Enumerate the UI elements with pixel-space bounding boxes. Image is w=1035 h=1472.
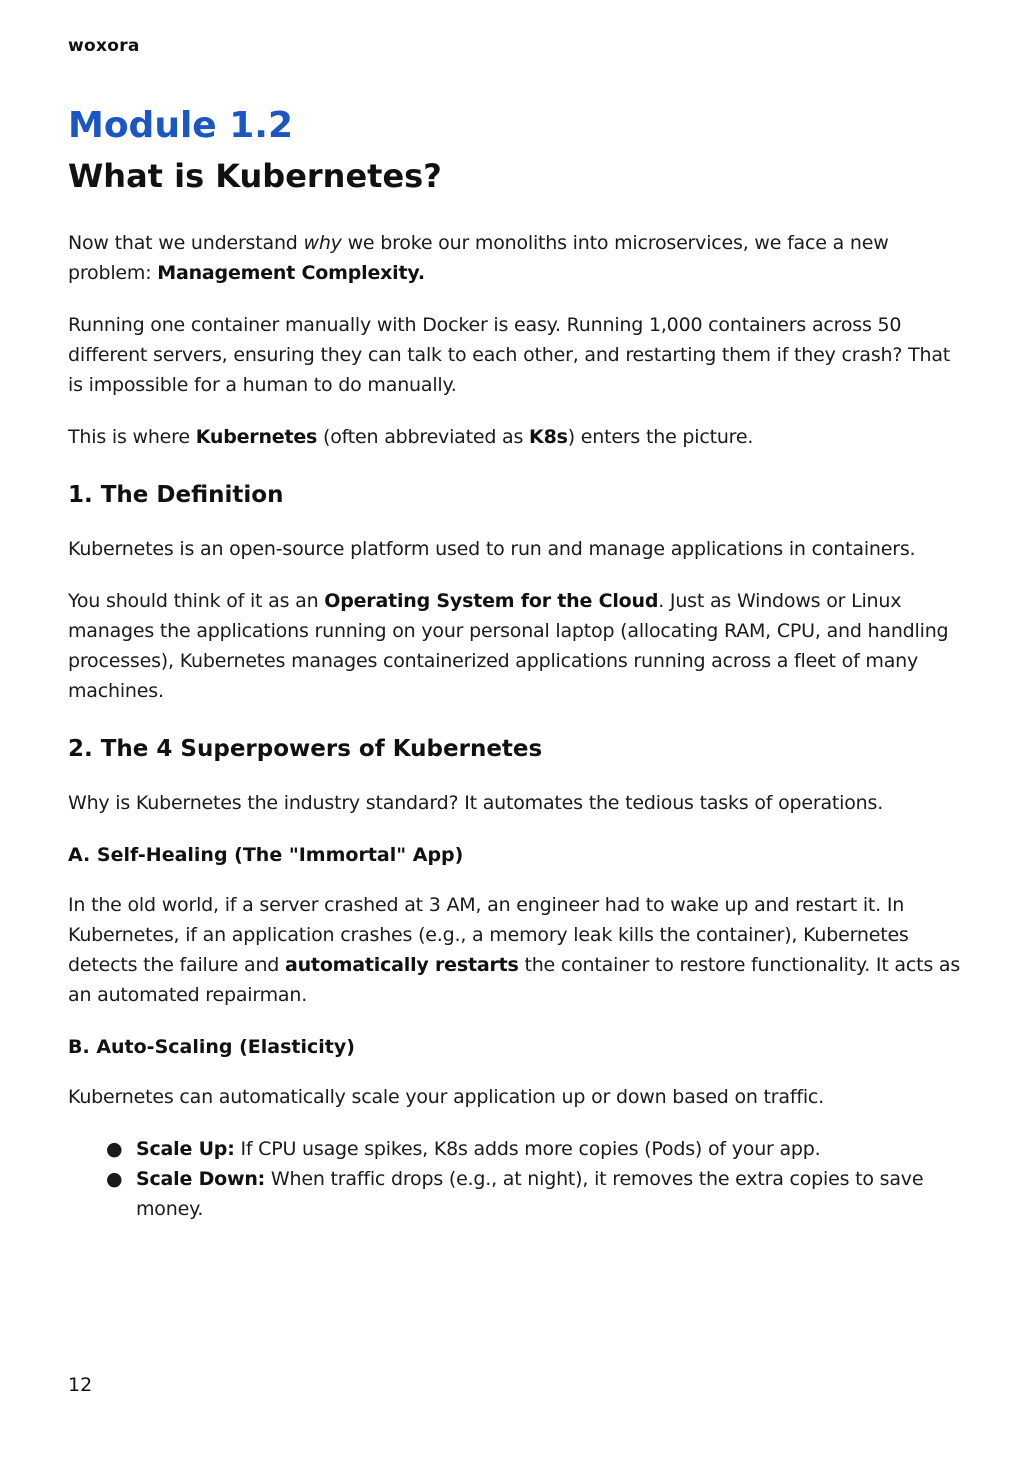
self-healing-paragraph: In the old world, if a server crashed at 3 AM, an engineer had to wake up and restart it. In Kubernetes, if an application crashes (e.g., a memory leak kills the container), Kubernetes detects the failure and automatically restarts the container to restore functionality. It acts as an automated repairman. — [68, 894, 961, 1006]
section-heading-definition: 1. The Definition — [68, 482, 284, 508]
intro-paragraph-2: Running one container manually with Docker is easy. Running 1,000 containers across 50 different servers, ensuring they can talk to each other, and restarting them if they crash? That is impossible for a human to do manually. — [68, 314, 951, 396]
bold-operating-system: Operating System for the Cloud — [324, 590, 659, 612]
scaling-bullet-list — [68, 1134, 968, 1224]
emphasis-why: why — [303, 232, 342, 254]
module-title: Module 1.2 — [68, 105, 294, 146]
list-item: ● Scale Up: If CPU usage spikes, K8s adds more copies (Pods) of your app. — [136, 1134, 968, 1164]
subheading-self-healing: A. Self-Healing (The "Immortal" App) — [68, 844, 464, 866]
subheading-auto-scaling: B. Auto-Scaling (Elasticity) — [68, 1036, 355, 1058]
page-content — [68, 100, 968, 1224]
definition-paragraph-2: You should think of it as an Operating System for the Cloud. Just as Windows or Linux manages the applications running on your personal laptop (allocating RAM, CPU, and handling processes), Kubernetes manages containerized applications running across a fleet of many machines. — [68, 590, 949, 702]
definition-paragraph-1: Kubernetes is an open-source platform used to run and manage applications in containers. — [68, 538, 916, 560]
bold-automatically-restarts: automatically restarts — [284, 954, 519, 976]
bold-management-complexity: Management Complexity. — [157, 262, 425, 284]
brand-name: woxora — [68, 36, 140, 56]
bullet-icon: ● — [106, 1168, 123, 1190]
section-heading-superpowers: 2. The 4 Superpowers of Kubernetes — [68, 736, 543, 762]
page-title: What is Kubernetes? — [68, 157, 442, 195]
bullet-icon: ● — [106, 1138, 123, 1160]
bold-k8s: K8s — [529, 426, 568, 448]
bold-kubernetes: Kubernetes — [195, 426, 318, 448]
intro-paragraph-3: This is where Kubernetes (often abbreviated as K8s) enters the picture. — [68, 426, 754, 448]
intro-paragraph-1: Now that we understand why we broke our monoliths into microservices, we face a new problem: Management Complexity. — [68, 232, 889, 284]
list-item: ● Scale Down: When traffic drops (e.g., at night), it removes the extra copies to save money. — [136, 1164, 968, 1224]
superpowers-intro: Why is Kubernetes the industry standard? It automates the tedious tasks of operations. — [68, 792, 884, 814]
auto-scaling-paragraph: Kubernetes can automatically scale your application up or down based on traffic. — [68, 1086, 825, 1108]
page-number: 12 — [68, 1374, 93, 1396]
